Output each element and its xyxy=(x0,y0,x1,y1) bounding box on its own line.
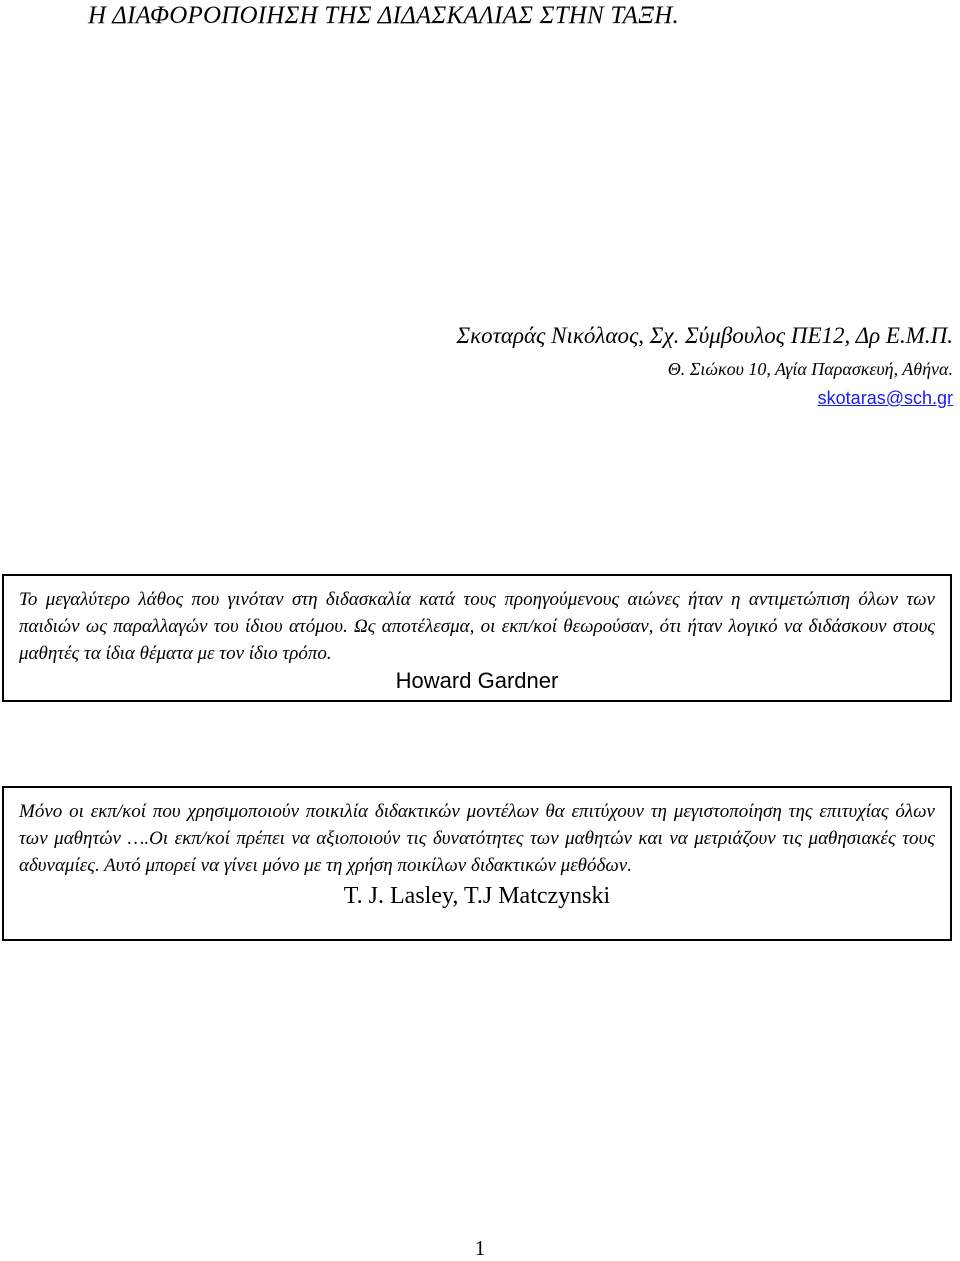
quote-attribution: Howard Gardner xyxy=(395,668,559,693)
author-block xyxy=(456,318,953,412)
document-title: Η ΔΙΑΦΟΡΟΠΟΙΗΣΗ ΤΗΣ ΔΙΔΑΣΚΑΛΙΑΣ ΣΤΗΝ ΤΑΞΗ. xyxy=(88,2,679,29)
author-email-link[interactable]: skotaras@sch.gr xyxy=(817,388,953,408)
quote-text: Μόνο οι εκπ/κοί που χρησιμοποιούν ποικιλία διδακτικών μοντέλων θα επιτύχουν τη μεγιστοποίηση της επιτυχίας όλων των μαθητών ….Οι εκπ/κοί πρέπει να αξιοποιούν τις δυνατότητες των μαθητών και να μετριάζουν τις μαθησιακές τους αδυναμίες. Αυτό μπορεί να γίνει μόνο με τη χρήση ποικίλων διδακτικών μεθόδων. xyxy=(19,801,935,876)
quote-box-lasley xyxy=(2,786,952,941)
author-address: Θ. Σιώκου 10, Αγία Παρασκευή, Αθήνα. xyxy=(667,359,953,379)
author-name: Σκοταράς Νικόλαος, Σχ. Σύμβουλος ΠΕ12, Δρ Ε.Μ.Π. xyxy=(456,323,953,348)
quote-box-gardner xyxy=(2,574,952,702)
quote-text: Το μεγαλύτερο λάθος που γινόταν στη διδασκαλία κατά τους προηγούμενους αιώνες ήταν η αντιμετώπιση όλων των παιδιών ως παραλλαγών του ίδιου ατόμου. Ως αποτέλεσμα, οι εκπ/κοί θεωρούσαν, ότι ήταν λογικό να διδάσκουν στους μαθητές τα ίδια θέματα με τον ίδιο τρόπο. xyxy=(19,589,935,664)
quote-attribution: T. J. Lasley, T.J Matczynski xyxy=(343,883,611,909)
page-number: 1 xyxy=(474,1236,486,1260)
